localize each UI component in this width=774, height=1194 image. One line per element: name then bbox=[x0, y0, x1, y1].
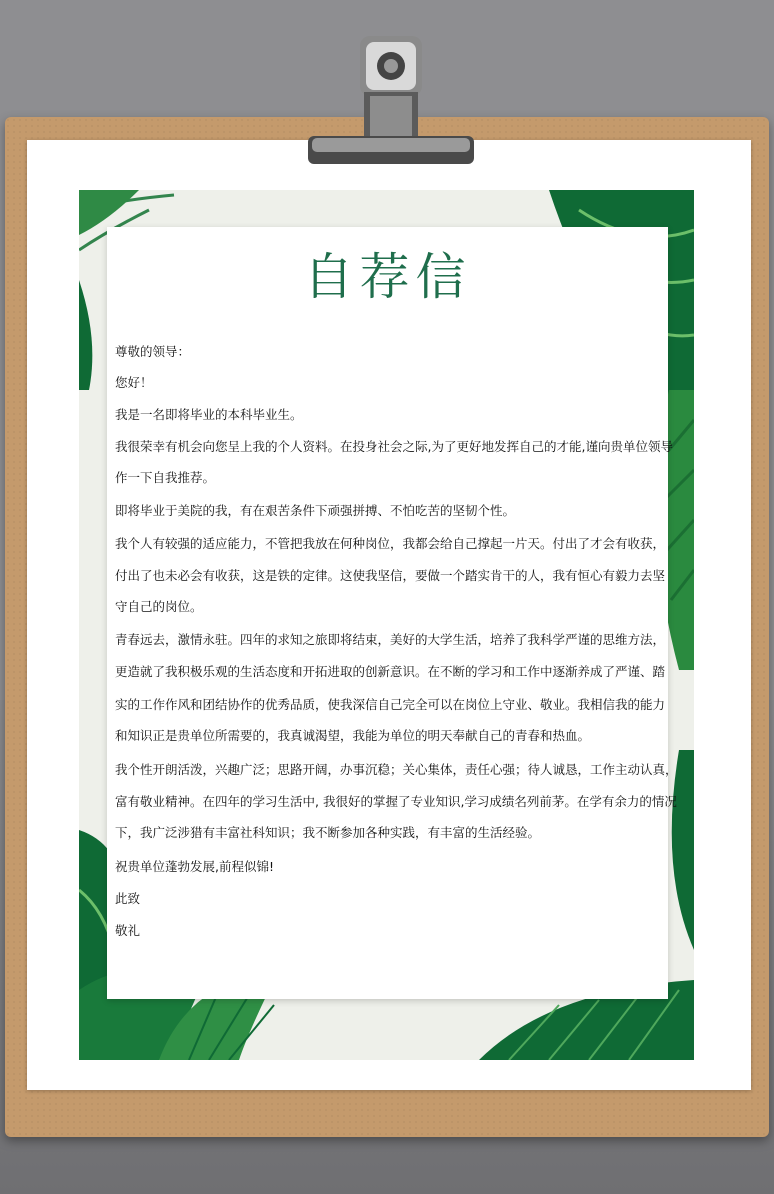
body-line: 守自己的岗位。 bbox=[115, 599, 203, 614]
letter-body bbox=[107, 227, 678, 999]
closing-cizhi: 此致 bbox=[115, 891, 141, 906]
body-line: 作一下自我推荐。 bbox=[115, 470, 216, 485]
salutation: 尊敬的领导： bbox=[115, 344, 191, 359]
body-line: 富有敬业精神。在四年的学习生活中, 我很好的掌握了专业知识,学习成绩名列前茅。在学有余力的情况 bbox=[115, 794, 677, 809]
body-line: 付出了也未必会有收获，这是铁的定律。这使我坚信，要做一个踏实肯干的人，我有恒心有毅力去坚 bbox=[115, 568, 666, 583]
body-line: 我是一名即将毕业的本科毕业生。 bbox=[115, 407, 303, 422]
body-line: 我个性开朗活泼，兴趣广泛；思路开阔，办事沉稳；关心集体，责任心强；待人诚恳，工作主动认真， bbox=[115, 762, 678, 777]
body-line: 青春远去，激情永驻。四年的求知之旅即将结束，美好的大学生活，培养了我科学严谨的思维方法， bbox=[115, 632, 666, 647]
body-line: 和知识正是贵单位所需要的，我真诚渴望，我能为单位的明天奉献自己的青春和热血。 bbox=[115, 728, 591, 743]
binder-clip bbox=[300, 26, 480, 178]
body-line: 即将毕业于美院的我，有在艰苦条件下顽强拼搏、不怕吃苦的坚韧个性。 bbox=[115, 503, 516, 518]
greeting: 您好！ bbox=[115, 375, 153, 390]
body-line: 我很荣幸有机会向您呈上我的个人资料。在投身社会之际,为了更好地发挥自己的才能,谨向贵单位领导 bbox=[115, 439, 673, 454]
closing-wish: 祝贵单位蓬勃发展,前程似锦! bbox=[115, 859, 274, 874]
closing-jingli: 敬礼 bbox=[115, 923, 141, 938]
body-line: 我个人有较强的适应能力，不管把我放在何种岗位，我都会给自己撑起一片天。付出了才会有收获， bbox=[115, 536, 666, 551]
letter-title: 自荐信 bbox=[303, 248, 472, 306]
body-line: 更造就了我积极乐观的生活态度和开拓进取的创新意识。在不断的学习和工作中逐渐养成了严谨、踏 bbox=[115, 664, 666, 679]
body-line: 下，我广泛涉猎有丰富社科知识；我不断参加各种实践，有丰富的生活经验。 bbox=[115, 825, 541, 840]
body-line: 实的工作作风和团结协作的优秀品质，使我深信自己完全可以在岗位上守业、敬业。我相信我的能力 bbox=[115, 697, 666, 712]
